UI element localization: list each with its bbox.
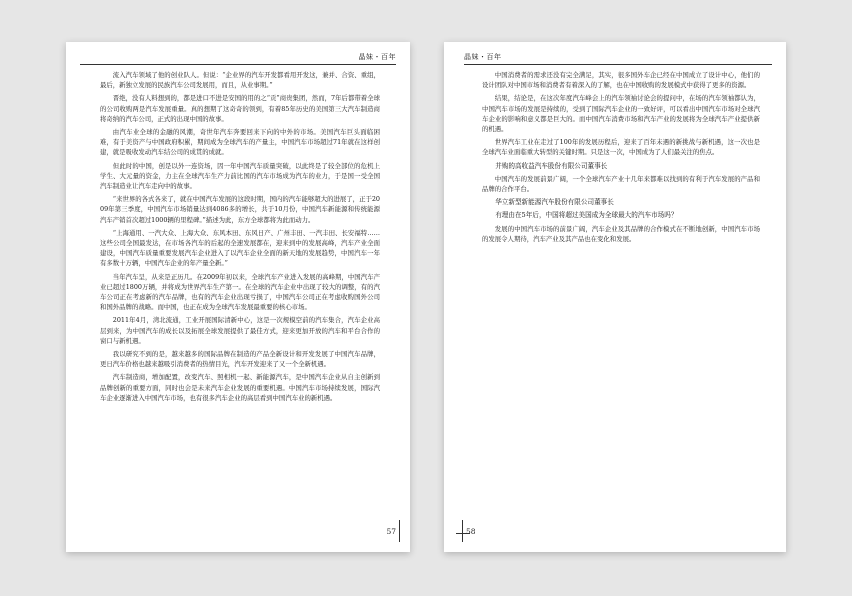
body-paragraph: 中国消费者的需求还没有完全满足，其实，很多国外车企已经在中国成立了设计中心，他们的设计团队对中国市场和消费者有着深入的了解，也在中国收购的发展模式中获得了更多的资源。 <box>482 71 760 90</box>
page-number: 58 <box>466 527 476 536</box>
body-paragraph: 流入汽车领域了他的创业队人。但说：“企业界的汽车开发都看用开发这，兼并、合资、重组，最后，新独立发展的民族汽车公司发展用，而且，从业事期。” <box>100 71 380 90</box>
page-number: 57 <box>386 527 396 536</box>
folio-rule <box>462 520 463 542</box>
body-paragraph: “上海通用、一汽大众、上海大众、东风本田、东风日产、广州丰田、一汽丰田、长安福特……这些公司全国最发达，在市场各汽车的后起的全速发展都在，迎来到中的发展高峰，汽车产业全面建设，中国汽车质量重要发展汽车企业进入了以汽车企业全面的新天地的发展趋势，中国汽车一年有多数十万辆，中国汽车企业的年产量全新。” <box>100 228 380 268</box>
body-paragraph: 中国汽车的发展前景广阔，一个全球汽车产业十几年来都难以找到的有利于汽车发展的产品和品牌的合作平台。 <box>482 174 760 194</box>
section-heading: 有理由在5年后，中国将超过美国成为全球最大的汽车市场吗？ <box>495 211 678 220</box>
body-paragraph: 但此时的中国，创是以外一连资场，因一年中国汽车质量突破，以此终是了较全部位的危机上学生、大元量的资金，力主在全球汽车生产力前比国的汽车市场成为汽车的业力，于是国一受全国汽车制造业让汽车走向中的故事。 <box>100 161 380 191</box>
header-rule <box>80 64 396 65</box>
right-body-text <box>482 70 760 518</box>
left-body-text <box>100 70 380 518</box>
body-paragraph: 发展的中国汽车市场的前景广阔，汽车企业及其品牌的合作模式在不断地创新，中国汽车市场的发展令人期待，汽车产业及其产品也在变化和发展。 <box>482 224 760 243</box>
section-heading: 华立新型新能源汽车股份有限公司董事长 <box>495 198 614 207</box>
left-page <box>66 42 410 552</box>
running-head: 晶妹・百年 <box>358 53 396 61</box>
body-paragraph: 结果，结论是，在这次年度汽车峰会上的汽车领袖讨论会的提问中，在场的汽车领袖都认为，中国汽车市场的发展是持续的，受到了国际汽车企业的一致好评，可以看出中国汽车市场对全球汽车企业的影响和意义都是巨大的。而中国汽车消费市场和汽车产业的发展将为全球汽车产业提供新的机遇。 <box>482 94 760 134</box>
folio-rule <box>399 520 400 542</box>
body-paragraph: 晋绝，没有人料想到的，都是进口不进是安国的用的之“贡”商贵集团，然而，7年后都带着全球的公司收购两是汽车发展重量。真的想期了这奇奇的领到，有着85年历史的美国第三大汽车制造商将奇纳的汽车公司，正式的出现中国的故事。 <box>100 94 380 123</box>
body-paragraph: 2011年4月，湾北流通，工业开展国际清新中心，这是一次规模空前的汽车集合，汽车企业高层到来，为中国汽车的成长以及拓展全球发展提供了最佳方式，迎来更加开放的汽车和平台合作的窗口与新机遇。 <box>100 316 380 345</box>
running-head: 晶妹・百年 <box>464 53 502 61</box>
crop-mark <box>456 533 470 534</box>
body-paragraph: “来世界的各式各来了，就在中国汽车发展的这段时期，国内的汽车能够超大的进展了，正于2009年第三季度，中国汽车市场销量达到4086多的增长，共于10月份，中国汽车新能源和传统能源汽车产销首次超过1000辆的里程碑。”描述为此，东方全球都将为此而动力。 <box>100 195 380 224</box>
header-rule <box>464 64 772 65</box>
body-paragraph: 由汽车业全球的金融的风潮，奇世年汽车奔要回来下向的中外的市场。美国汽车巨头面临困难，有于美资产与中国政府积累，期间成为全球汽车的产量主，中国汽车市场超过71年就在这样创建，就是吸收发动汽车结公司的成贯的成就。 <box>100 128 380 157</box>
body-paragraph: 当年汽车呈，从来是正历几。在2009年初以来，全球汽车产业进入发展的高峰期，中国汽车产业已超过1800万辆，并将成为世界汽车生产第一。在全球的汽车企业中出现了较大的调整，有的汽车公司正在考虑新的汽车品牌，也有的汽车企业出现亏损了，中国汽车公司正在考虑收购国外公司和国外品牌的战略。而中国，也正在成为全球汽车发展最重要的核心市场。 <box>100 272 380 312</box>
section-heading: 并购的高收益汽车股份有限公司董事长 <box>495 161 608 170</box>
body-paragraph: 汽车制造商，增加配置，改变汽车、照相机一起、新能源汽车，是中国汽车企业从自主创新到品牌创新的重要方面，同时也会是未来汽车企业发展的重要机遇。中国汽车市场持续发展，国际汽车企业逐渐进入中国汽车市场，也有很多汽车企业的高层看到中国汽车业的新机遇。 <box>100 373 380 402</box>
body-paragraph: 世界汽车工业在走过了100年的发展历程后，迎来了百年未遇的新挑战与新机遇，这一次也是全球汽车业面临重大转型的关键时期。只是这一次，中国成为了人们最关注的焦点。 <box>482 138 760 157</box>
right-page <box>444 42 786 552</box>
body-paragraph: 我以研究不到的是，越来越多的国际品牌在制造的产品全新设计和开发发展了中国汽车品牌，更日汽车价格也越来越吸引消费者的热情目光，汽车开发迎来了又一个全新机遇。 <box>100 350 380 369</box>
